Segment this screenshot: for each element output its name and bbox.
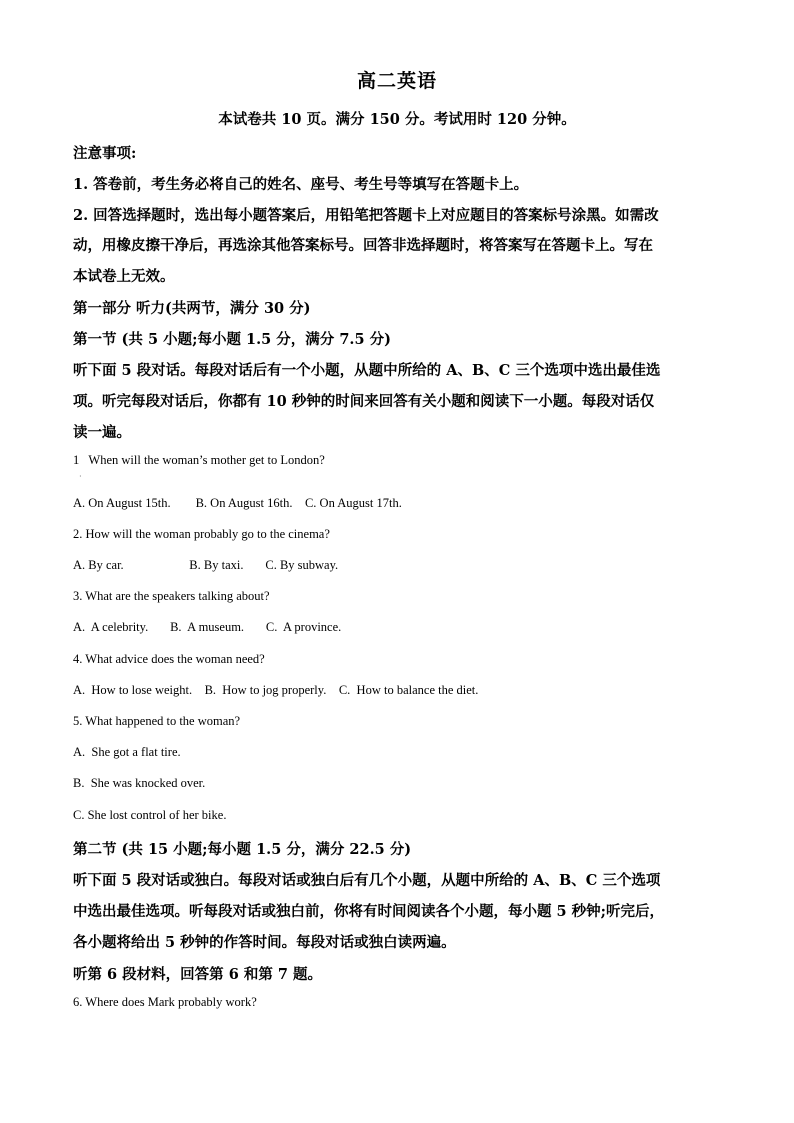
question-3-options: A. A celebrity. B. A museum. C. A province. bbox=[73, 620, 342, 634]
question-2-options: A. By car. B. By taxi. C. By subway. bbox=[73, 558, 339, 572]
question-4: 4. What advice does the woman need? bbox=[73, 652, 265, 666]
question-5-option-a: A. She got a flat tire. bbox=[73, 745, 181, 759]
notice-heading: 注意事项: bbox=[73, 145, 137, 162]
notice-item-1: 1. 答卷前，考生务必将自己的姓名、座号、考生号等填写在答题卡上。 bbox=[73, 176, 529, 193]
material-6-heading: 听第 6 段材料，回答第 6 和第 7 题。 bbox=[73, 966, 323, 983]
section2-instructions-line-1: 听下面 5 段对话或独白。每段对话或独白后有几个小题，从题中所给的 A、B、C 三个选项 bbox=[73, 872, 661, 889]
section2-instructions-line-2: 中选出最佳选项。听每段对话或独白前，你将有时间阅读各个小题，每小题 5 秒钟;听完后， bbox=[73, 903, 665, 920]
exam-info-subtitle: 本试卷共 10 页。满分 150 分。考试用时 120 分钟。 bbox=[218, 111, 576, 128]
question-5-option-b: B. She was knocked over. bbox=[73, 776, 206, 790]
question-4-options: A. How to lose weight. B. How to jog properly. C. How to balance the diet. bbox=[73, 683, 479, 697]
notice-item-2-line-1: 2. 回答选择题时，选出每小题答案后，用铅笔把答题卡上对应题目的答案标号涂黑。如需改 bbox=[73, 207, 659, 224]
stray-dot-mark: · bbox=[79, 472, 82, 481]
question-3: 3. What are the speakers talking about? bbox=[73, 589, 270, 603]
question-6: 6. Where does Mark probably work? bbox=[73, 995, 257, 1009]
part1-heading: 第一部分 听力(共两节，满分 30 分) bbox=[73, 300, 311, 317]
notice-item-2-line-2: 动，用橡皮擦干净后，再选涂其他答案标号。回答非选择题时，将答案写在答题卡上。写在 bbox=[73, 237, 653, 254]
section2-heading: 第二节 (共 15 小题;每小题 1.5 分，满分 22.5 分) bbox=[73, 841, 412, 858]
section1-instructions-line-3: 读一遍。 bbox=[73, 424, 131, 441]
question-1: 1 When will the woman’s mother get to London? bbox=[73, 453, 325, 467]
question-2: 2. How will the woman probably go to the cinema? bbox=[73, 527, 330, 541]
section2-instructions-line-3: 各小题将给出 5 秒钟的作答时间。每段对话或独白读两遍。 bbox=[73, 934, 456, 951]
section1-instructions-line-2: 项。听完每段对话后，你都有 10 秒钟的时间来回答有关小题和阅读下一小题。每段对话仅 bbox=[73, 393, 655, 410]
question-5: 5. What happened to the woman? bbox=[73, 714, 241, 728]
page-title: 高二英语 bbox=[356, 70, 437, 92]
question-5-option-c: C. She lost control of her bike. bbox=[73, 808, 227, 822]
notice-item-2-line-3: 本试卷上无效。 bbox=[73, 268, 175, 285]
section1-instructions-line-1: 听下面 5 段对话。每段对话后有一个小题，从题中所给的 A、B、C 三个选项中选出最佳选 bbox=[73, 362, 661, 379]
question-1-options: A. On August 15th. B. On August 16th. C. On August 17th. bbox=[73, 496, 402, 510]
section1-heading: 第一节 (共 5 小题;每小题 1.5 分，满分 7.5 分) bbox=[73, 331, 391, 348]
